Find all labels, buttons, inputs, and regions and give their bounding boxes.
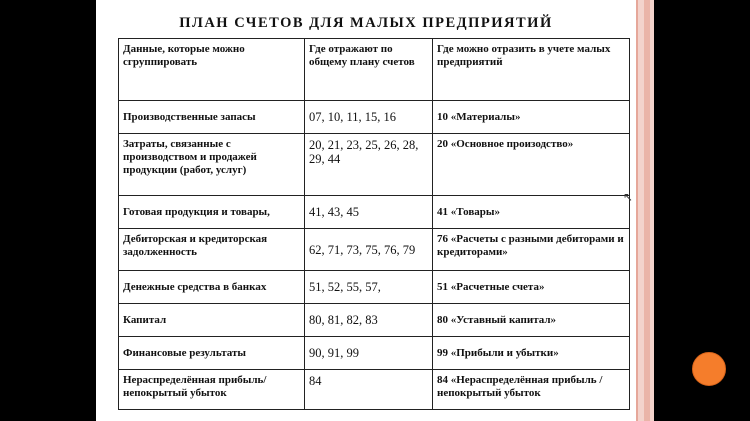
table-row [119, 304, 630, 337]
small-business-cell: 84 «Нераспределённая прибыль / непокрытый убыток [433, 370, 630, 410]
small-business-cell: 20 «Основное произодство» [433, 134, 630, 196]
slide-title: ПЛАН СЧЕТОВ ДЛЯ МАЛЫХ ПРЕДПРИЯТИЙ [179, 15, 553, 31]
header-cell: Данные, которые можно сгруппировать [119, 39, 305, 101]
small-business-cell: 10 «Материалы» [433, 101, 630, 134]
slide-side-border [636, 0, 654, 421]
group-cell: Финансовые результаты [119, 337, 305, 370]
group-cell: Нераспределённая прибыль/ непокрытый убыток [119, 370, 305, 410]
group-cell: Затраты, связанные с производством и продажей продукции (работ, услуг) [119, 134, 305, 196]
slide [96, 0, 654, 421]
group-cell: Денежные средства в банках [119, 271, 305, 304]
accounts-cell: 41, 43, 45 [305, 196, 433, 229]
table-row [119, 337, 630, 370]
slide-side-border-stripe [644, 0, 650, 421]
table-row [119, 271, 630, 304]
table-row [119, 196, 630, 229]
group-cell: Производственные запасы [119, 101, 305, 134]
accounts-cell: 90, 91, 99 [305, 337, 433, 370]
small-business-cell: 99 «Прибыли и убытки» [433, 337, 630, 370]
table-row [119, 134, 630, 196]
mouse-cursor-icon: ↖ [623, 190, 634, 204]
accounts-cell: 20, 21, 23, 25, 26, 28, 29, 44 [305, 134, 433, 196]
header-cell: Где можно отразить в учете малых предприятий [433, 39, 630, 101]
table-row [119, 229, 630, 271]
table-header-row [119, 39, 630, 101]
header-cell: Где отражают по общему плану счетов [305, 39, 433, 101]
small-business-cell: 80 «Уставный капитал» [433, 304, 630, 337]
accounts-cell: 07, 10, 11, 15, 16 [305, 101, 433, 134]
small-business-cell: 51 «Расчетные счета» [433, 271, 630, 304]
accounts-table [118, 38, 630, 410]
table-row [119, 370, 630, 410]
accounts-cell: 62, 71, 73, 75, 76, 79 [305, 229, 433, 271]
group-cell: Капитал [119, 304, 305, 337]
table-row [119, 101, 630, 134]
accounts-cell: 51, 52, 55, 57, [305, 271, 433, 304]
small-business-cell: 76 «Расчеты с разными дебиторами и кредиторами» [433, 229, 630, 271]
pointer-highlight-dot [692, 352, 726, 386]
group-cell: Готовая продукция и товары, [119, 196, 305, 229]
small-business-cell: 41 «Товары» [433, 196, 630, 229]
accounts-cell: 84 [305, 370, 433, 410]
group-cell: Дебиторская и кредиторская задолженность [119, 229, 305, 271]
accounts-cell: 80, 81, 82, 83 [305, 304, 433, 337]
